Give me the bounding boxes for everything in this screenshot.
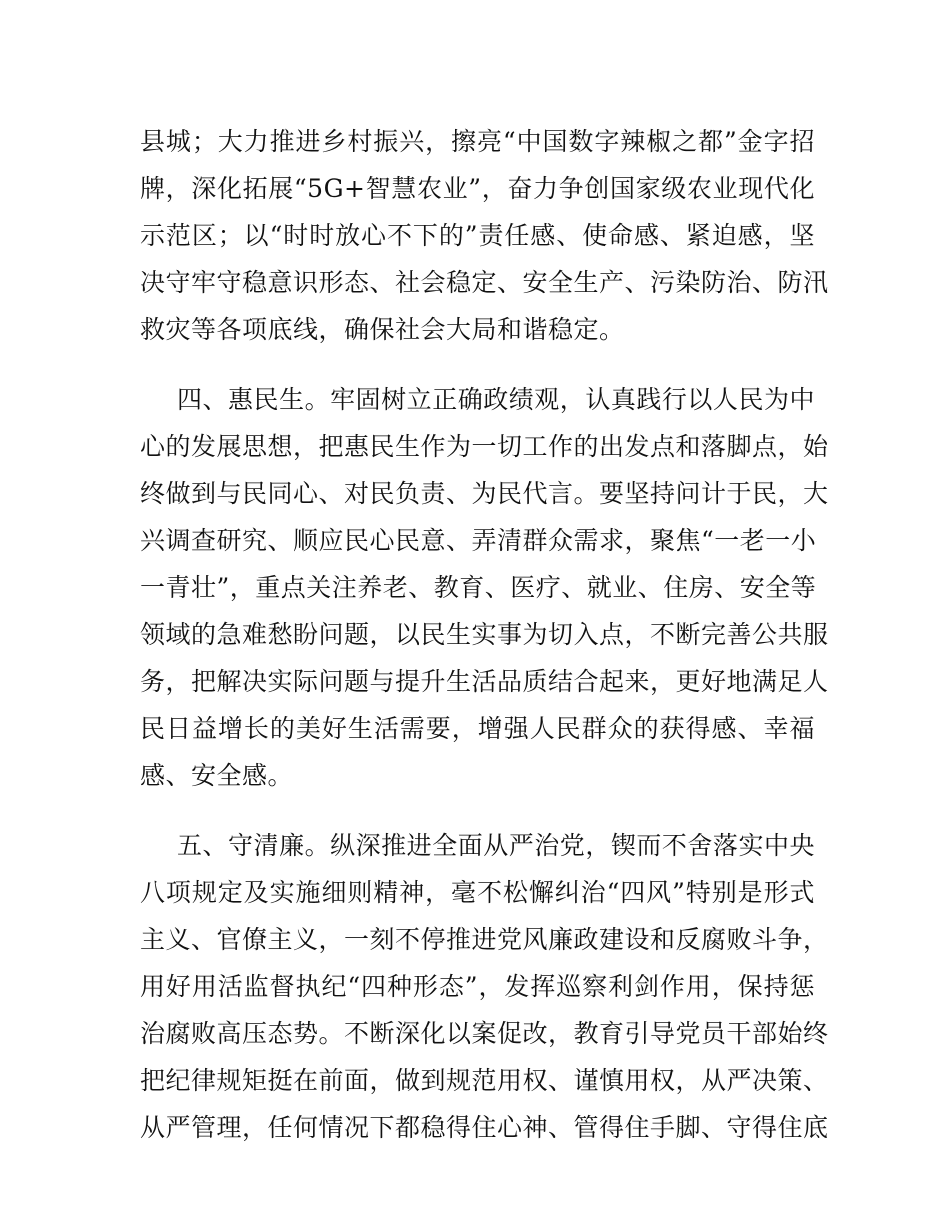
text-line: 救灾等各项底线，确保社会大局和谐稳定。: [140, 315, 625, 344]
text-line: 终做到与民同心、对民负责、为民代言。要坚持问计于民，大: [140, 479, 829, 508]
text-line: 感、安全感。: [140, 761, 294, 790]
text-line: 从严管理，任何情况下都稳得住心神、管得住手脚、守得住底: [140, 1113, 829, 1142]
text-line: 牌，深化拓展“5G+智慧农业”，奋力争创国家级农业现代化: [140, 174, 815, 203]
text-line: 把纪律规矩挺在前面，做到规范用权、谨慎用权，从严决策、: [140, 1066, 829, 1095]
text-line: 示范区；以“时时放心不下的”责任感、使命感、紧迫感，坚: [140, 221, 815, 250]
paragraph-spacer: [140, 799, 815, 822]
text-line: 五、守清廉。纵深推进全面从严治党，锲而不舍落实中央: [177, 831, 815, 860]
text-line: 兴调查研究、顺应民心民意、弄清群众需求，聚焦“一老一小: [140, 526, 817, 555]
text-line: 一青壮”，重点关注养老、教育、医疗、就业、住房、安全等: [140, 573, 817, 602]
text-line: 县城；大力推进乡村振兴，擦亮“中国数字辣椒之都”金字招: [140, 127, 815, 156]
text-line: 治腐败高压态势。不断深化以案促改，教育引导党员干部始终: [140, 1019, 829, 1048]
paragraph-integrity: [140, 822, 829, 1151]
paragraph-people-livelihood: [140, 376, 829, 799]
text-line: 心的发展思想，把惠民生作为一切工作的出发点和落脚点，始: [140, 432, 829, 461]
text-line: 用好用活监督执纪“四种形态”，发挥巡察利剑作用，保持惩: [140, 972, 815, 1001]
text-line: 务，把解决实际问题与提升生活品质结合起来，更好地满足人: [140, 667, 829, 696]
text-line: 决守牢守稳意识形态、社会稳定、安全生产、污染防治、防汛: [140, 268, 829, 297]
text-line: 领域的急难愁盼问题，以民生实事为切入点，不断完善公共服: [140, 620, 829, 649]
document-body: [140, 118, 829, 1151]
text-line: 主义、官僚主义，一刻不停推进党风廉政建设和反腐败斗争，: [140, 925, 829, 954]
paragraph-spacer: [140, 353, 815, 376]
paragraph-rural-revitalization: [140, 118, 829, 353]
text-line: 四、惠民生。牢固树立正确政绩观，认真践行以人民为中: [177, 385, 815, 414]
text-line: 八项规定及实施细则精神，毫不松懈纠治“四风”特别是形式: [140, 878, 815, 907]
text-line: 民日益增长的美好生活需要，增强人民群众的获得感、幸福: [140, 714, 815, 743]
